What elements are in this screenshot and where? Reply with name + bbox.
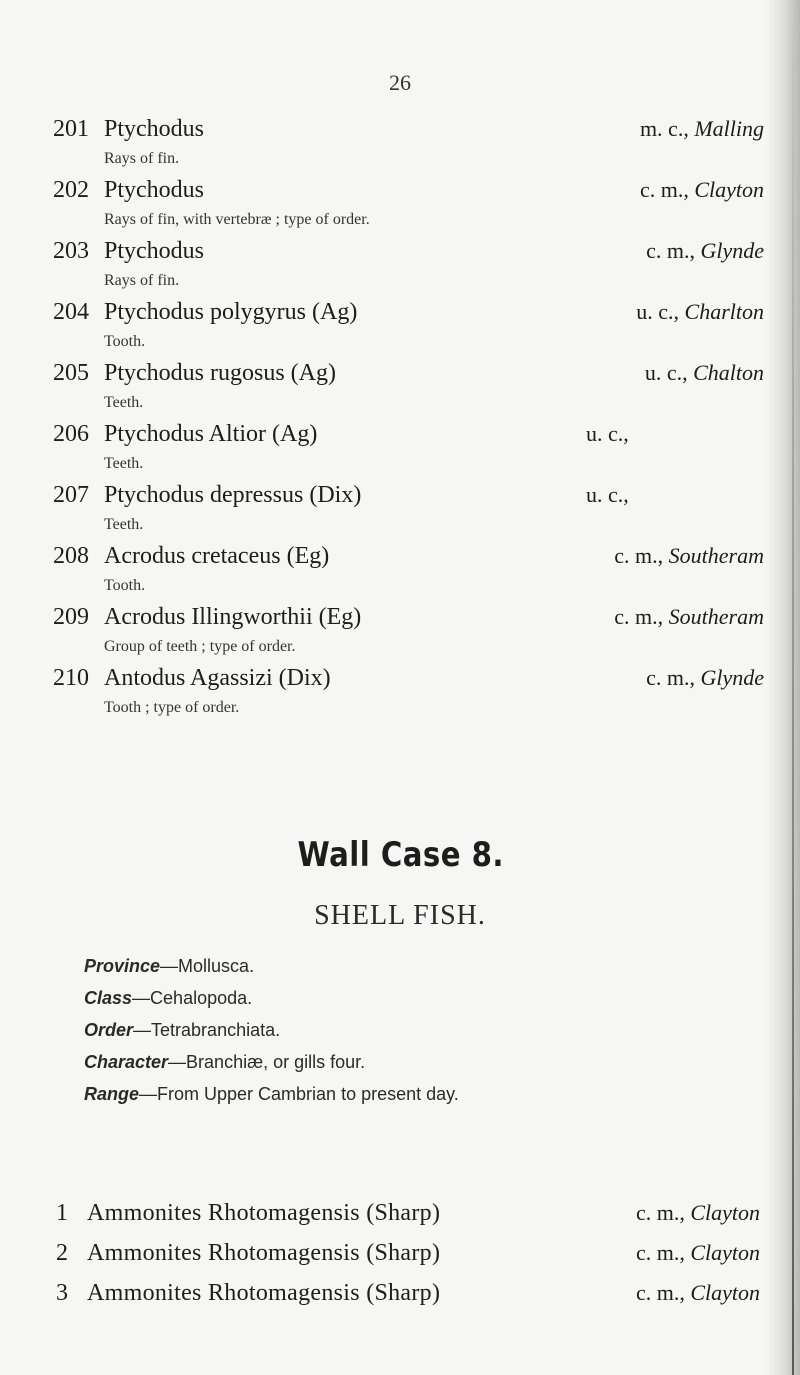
specimen-name: Ammonites Rhotomagensis (Sharp)	[87, 1240, 441, 1266]
taxonomy-line	[84, 956, 459, 988]
catalog-entry	[0, 604, 800, 665]
locality-formation: c. m.,	[646, 665, 701, 690]
entry-description: Group of teeth ; type of order.	[104, 638, 296, 655]
locality-place: Malling	[694, 116, 764, 141]
catalog-entry	[0, 421, 800, 482]
entry-number: 209	[53, 604, 89, 630]
taxonomy-label: Province	[84, 956, 161, 976]
entry-name: Ptychodus rugosus (Ag)	[104, 360, 336, 386]
entry-locality	[586, 421, 629, 447]
entry-number: 206	[53, 421, 89, 447]
taxonomy-line	[84, 1020, 459, 1052]
catalog-entry	[0, 360, 800, 421]
locality-formation: u. c.,	[586, 482, 629, 507]
page-number: 26	[389, 70, 411, 95]
locality-place: Clayton	[694, 177, 764, 202]
entry-name: Acrodus cretaceus (Eg)	[104, 543, 330, 569]
specimen-number: 3	[56, 1280, 68, 1306]
taxonomy-value: —Tetrabranchiata.	[133, 1020, 281, 1040]
entry-description: Tooth.	[104, 577, 146, 594]
specimen-entry	[0, 1240, 800, 1280]
locality-formation: u. c.,	[644, 360, 694, 385]
entry-name: Ptychodus Altior (Ag)	[104, 421, 318, 447]
entry-name: Ptychodus	[104, 177, 205, 203]
locality-formation: u. c.,	[636, 299, 685, 324]
entry-name: Acrodus Illingworthii (Eg)	[104, 604, 362, 630]
entry-number: 204	[53, 299, 89, 325]
locality-formation: c. m.,	[639, 177, 695, 202]
locality-place: Clayton	[690, 1240, 760, 1265]
entry-description: Tooth.	[104, 333, 146, 350]
taxonomy-label: Range	[84, 1084, 140, 1104]
catalog-entry	[0, 665, 800, 726]
entry-number: 207	[53, 482, 89, 508]
entry-number: 203	[53, 238, 89, 264]
entry-name: Ptychodus depressus (Dix)	[104, 482, 362, 508]
locality-formation: u. c.,	[586, 421, 629, 446]
locality-place: Southeram	[668, 543, 764, 568]
locality-formation: c. m.,	[635, 1280, 691, 1305]
wall-case-heading: Wall Case 8.	[297, 835, 504, 875]
entry-description: Teeth.	[104, 394, 144, 411]
entry-locality	[0, 543, 764, 569]
taxonomy-label: Class	[84, 988, 133, 1008]
specimen-number: 1	[56, 1200, 68, 1226]
specimen-entry	[0, 1280, 800, 1320]
locality-formation: c. m.,	[635, 1240, 691, 1265]
entry-number: 205	[53, 360, 89, 386]
locality-place: Clayton	[690, 1200, 760, 1225]
taxonomy-value: —Mollusca.	[160, 956, 255, 976]
taxonomy-value: —Cehalopoda.	[132, 988, 253, 1008]
entry-name: Ptychodus	[104, 116, 205, 142]
taxonomy-label: Order	[84, 1020, 134, 1040]
entry-locality	[0, 177, 764, 203]
locality-formation: m. c.,	[639, 116, 695, 141]
specimen-locality	[0, 1240, 760, 1266]
taxonomy-line	[84, 1084, 459, 1116]
specimen-entry	[0, 1200, 800, 1240]
entry-description: Teeth.	[104, 455, 144, 472]
taxonomy-value: —From Upper Cambrian to present day.	[139, 1084, 459, 1104]
entry-locality	[0, 360, 764, 386]
locality-place: Charlton	[684, 299, 764, 324]
specimen-name: Ammonites Rhotomagensis (Sharp)	[87, 1200, 441, 1226]
catalog-entry	[0, 238, 800, 299]
taxonomy-line	[84, 988, 459, 1020]
specimen-list	[0, 1200, 800, 1320]
catalog-entry	[0, 299, 800, 360]
entry-locality	[0, 604, 764, 630]
taxonomy-line	[84, 1052, 459, 1084]
entry-name: Ptychodus	[104, 238, 205, 264]
locality-place: Glynde	[700, 238, 764, 263]
entry-description: Tooth ; type of order.	[104, 699, 240, 716]
locality-place: Chalton	[693, 360, 764, 385]
entry-number: 208	[53, 543, 89, 569]
entry-description: Rays of fin.	[104, 150, 180, 167]
catalog-entry	[0, 543, 800, 604]
taxonomy-block	[84, 956, 459, 1116]
specimen-name: Ammonites Rhotomagensis (Sharp)	[87, 1280, 441, 1306]
catalog-entry	[0, 116, 800, 177]
entry-locality	[0, 116, 764, 142]
specimen-locality	[0, 1280, 760, 1306]
entry-locality	[0, 665, 764, 691]
entry-locality	[586, 482, 629, 508]
entry-name: Ptychodus polygyrus (Ag)	[104, 299, 358, 325]
entry-locality	[0, 299, 764, 325]
locality-place: Southeram	[668, 604, 764, 629]
entry-description: Teeth.	[104, 516, 144, 533]
specimen-locality	[0, 1200, 760, 1226]
entry-name: Antodus Agassizi (Dix)	[104, 665, 331, 691]
taxonomy-value: —Branchiæ, or gills four.	[168, 1052, 366, 1072]
locality-formation: c. m.,	[614, 604, 669, 629]
taxonomy-label: Character	[84, 1052, 169, 1072]
entry-locality	[0, 238, 764, 264]
locality-formation: c. m.,	[646, 238, 701, 263]
locality-formation: c. m.,	[614, 543, 669, 568]
catalog-entry	[0, 177, 800, 238]
locality-place: Clayton	[690, 1280, 760, 1305]
wall-case-subheading: SHELL FISH.	[314, 900, 486, 931]
catalog-entry	[0, 482, 800, 543]
entry-description: Rays of fin.	[104, 272, 180, 289]
specimen-number: 2	[56, 1240, 68, 1266]
entry-number: 202	[53, 177, 89, 203]
entry-number: 210	[53, 665, 89, 691]
locality-place: Glynde	[700, 665, 764, 690]
catalog-list	[0, 116, 800, 726]
entry-description: Rays of fin, with vertebræ ; type of order.	[104, 211, 370, 228]
entry-number: 201	[53, 116, 89, 142]
locality-formation: c. m.,	[635, 1200, 691, 1225]
